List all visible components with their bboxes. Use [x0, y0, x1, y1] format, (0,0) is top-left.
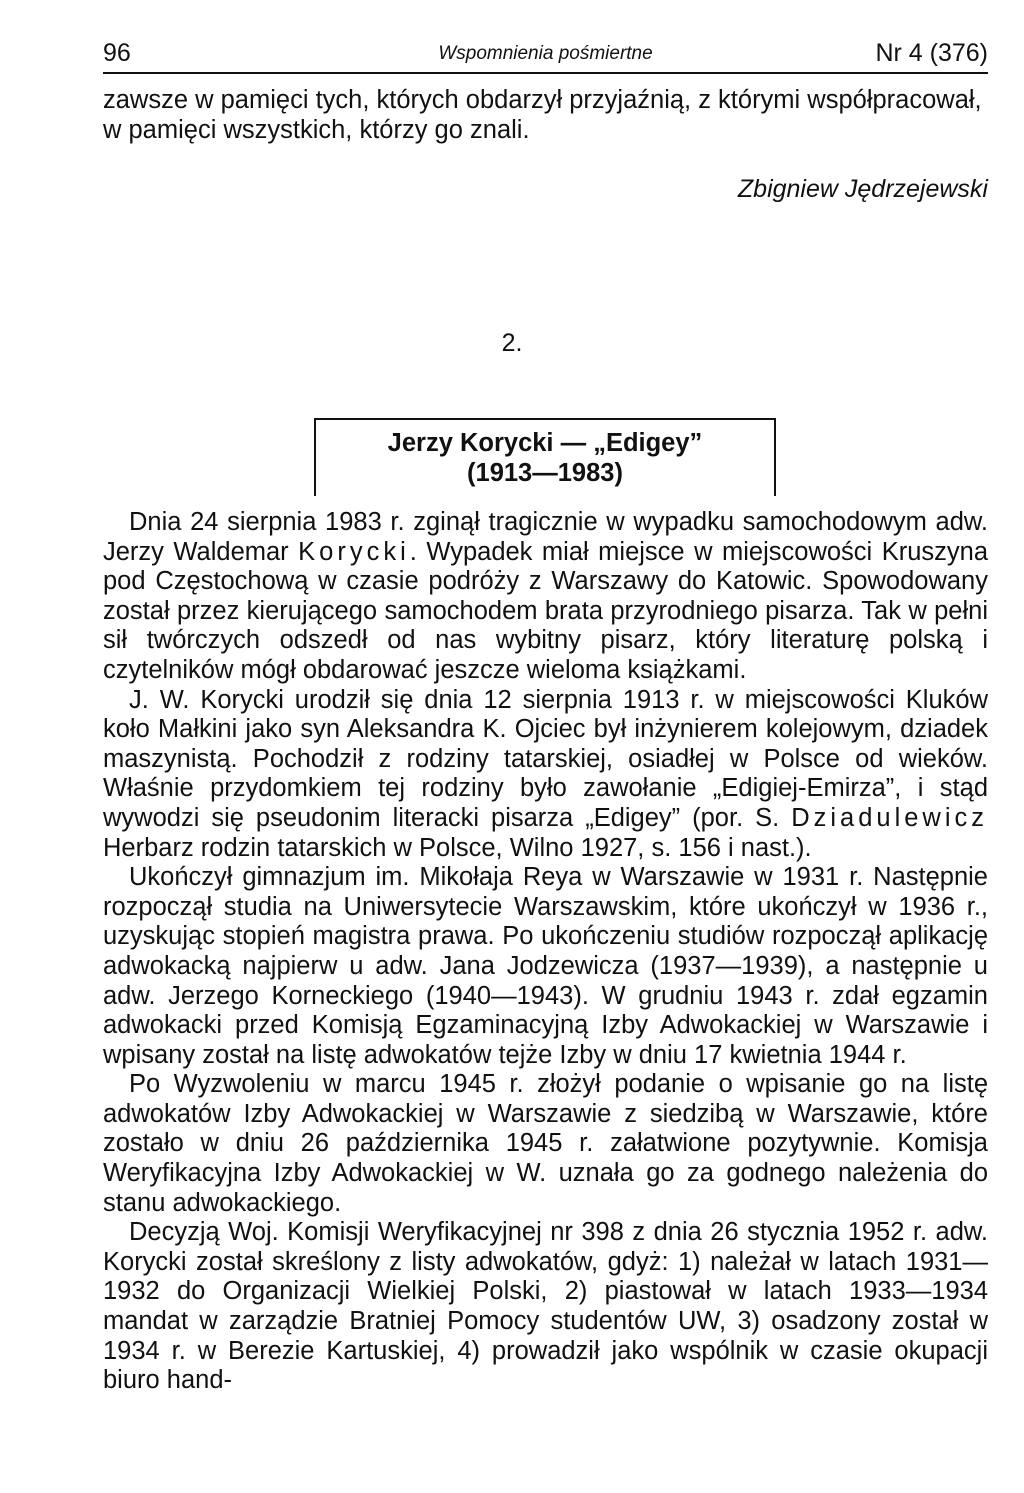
paragraph: Po Wyzwoleniu w marcu 1945 r. złożył podanie o wpisanie go na listę adwokatów Izby Adwokackiej w Warszawie z siedzibą w Warszawie, które zostało w dniu 26 października 1945 r. załatwione pozytywnie. Komisja Weryfikacyjna Izby Adwokackiej w W. uznała go za godnego należenia do stanu adwokackiego. — [103, 1070, 988, 1217]
text-run: . Wypadek miał miejsce w miejscowości Kruszyna pod Częstochową w czasie podróży z Warszawy do Katowic. Spowodowany został przez kierującego samochodem brata przyrodniego pisarza. Tak w pełni sił twórczych odszedł od nas wybitny pisarz, który literaturę polską i czytelników mógł obdarować jeszcze wieloma książkami. — [103, 537, 989, 684]
text-run: Herbarz rodzin tatarskich w Polsce, Wilno 1927, s. 156 i nast.). — [103, 833, 812, 862]
article-body — [103, 508, 988, 1396]
paragraph: Decyzją Woj. Komisji Weryfikacyjnej nr 398 z dnia 26 stycznia 1952 r. adw. Korycki został skreślony z listy adwokatów, gdyż: 1) należał w latach 1931—1932 do Organizacji Wielkiej Polski, 2) piastował w latach 1933—1934 mandat w zarządzie Bratniej Pomocy studentów UW, 3) osadzony został w 1934 r. w Berezie Kartuskiej, 4) prowadził jako wspólnik w czasie okupacji biuro hand- — [103, 1218, 988, 1395]
page-header — [103, 36, 988, 74]
paragraph — [103, 686, 988, 864]
paragraph — [103, 508, 988, 686]
obituary-years: (1913—1983) — [467, 459, 623, 487]
author-signature: Zbigniew Jędrzejewski — [737, 175, 988, 203]
paragraph: Ukończył gimnazjum im. Mikołaja Reya w Warszawie w 1931 r. Następnie rozpoczął studia na Uniwersytecie Warszawskim, które ukończył w 1936 r., uzyskując stopień magistra prawa. Po ukończeniu studiów rozpoczął aplikację adwokacką najpierw u adw. Jana Jodzewicza (1937—1939), a następnie u adw. Jerzego Korneckiego (1940—1943). W grudniu 1943 r. zdał egzamin adwokacki przed Komisją Egzaminacyjną Izby Adwokackiej w Warszawie i wpisany został na listę adwokatów tejże Izby w dniu 17 kwietnia 1944 r. — [103, 863, 988, 1069]
surname-spaced: Korycki — [298, 537, 410, 566]
section-number: 2. — [501, 329, 523, 357]
intro-text — [103, 86, 988, 145]
issue-number: Nr 4 (376) — [875, 39, 988, 67]
running-title: Wspomnienia pośmiertne — [438, 43, 653, 64]
obituary-title: Jerzy Korycki — „Edigey” — [387, 429, 703, 457]
text-run: J. W. Korycki urodził się dnia 12 sierpnia 1913 r. w miejscowości Kluków koło Małkini jako syn Aleksandra K. Ojciec był inżynierem kolejowym, dziadek maszynistą. Pochodził z rodziny tatarskiej, osiadłej w Polsce od wieków. Właśnie przydomkiem tej rodziny było zawołanie „Edigiej-Emirza”, i stąd wywodzi się pseudonim literacki pisarza „Edigey” (por. S. — [103, 685, 988, 832]
page-number: 96 — [103, 39, 131, 67]
obituary-title-box — [314, 418, 776, 496]
intro-paragraph: zawsze w pamięci tych, których obdarzył przyjaźnią, z którymi współpracował, w pamięci wszystkich, którzy go znali. — [103, 86, 982, 144]
surname-spaced: Dziadulewicz — [791, 803, 988, 832]
text-run: Dnia 24 sierpnia 1983 r. zginął tragicznie w wypadku samochodowym adw. Jerzy Waldemar — [103, 508, 988, 566]
